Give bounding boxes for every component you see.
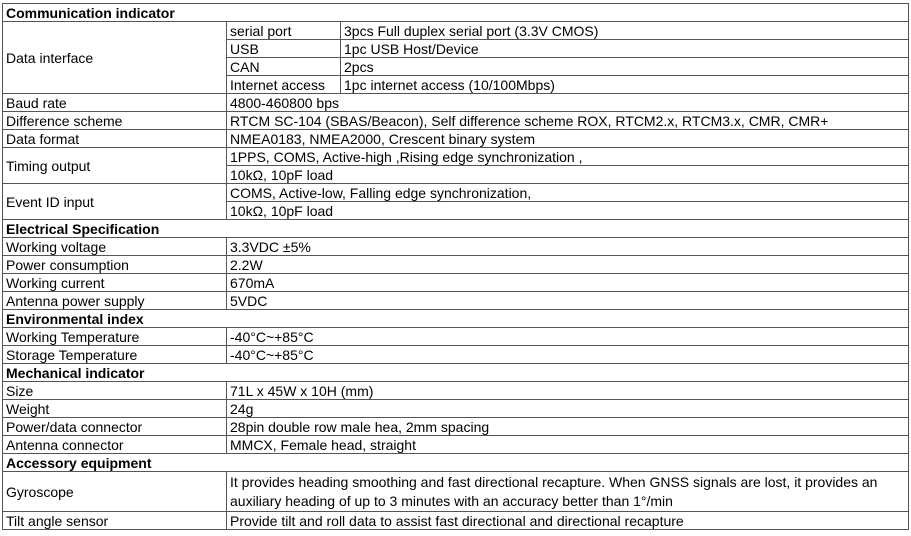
power-consumption-value: 2.2W: [227, 256, 909, 274]
data-format-label: Data format: [3, 130, 227, 148]
difference-scheme-label: Difference scheme: [3, 112, 227, 130]
working-voltage-label: Working voltage: [3, 238, 227, 256]
interface-name: CAN: [227, 58, 341, 76]
antenna-power-label: Antenna power supply: [3, 292, 227, 310]
timing-output-value-2: 10kΩ, 10pF load: [227, 166, 909, 184]
difference-scheme-value: RTCM SC-104 (SBAS/Beacon), Self difference scheme ROX, RTCM2.x, RTCM3.x, CMR, CMR+: [227, 112, 909, 130]
weight-value: 24g: [227, 400, 909, 418]
timing-output-value-1: 1PPS, COMS, Active-high ,Rising edge synchronization ,: [227, 148, 909, 166]
gyroscope-value: It provides heading smoothing and fast directional recapture. When GNSS signals are lost, it provides an auxiliary heading of up to 3 minutes with an accuracy better than 1°/min: [227, 472, 909, 512]
size-value: 71L x 45W x 10H (mm): [227, 382, 909, 400]
baud-rate-label: Baud rate: [3, 94, 227, 112]
data-format-value: NMEA0183, NMEA2000, Crescent binary system: [227, 130, 909, 148]
tilt-sensor-label: Tilt angle sensor: [3, 512, 227, 530]
baud-rate-value: 4800-460800 bps: [227, 94, 909, 112]
power-consumption-label: Power consumption: [3, 256, 227, 274]
tilt-sensor-value: Provide tilt and roll data to assist fast directional and directional recapture: [227, 512, 909, 530]
spec-table: [2, 3, 909, 530]
section-mechanical: Mechanical indicator: [3, 364, 909, 382]
working-voltage-value: 3.3VDC ±5%: [227, 238, 909, 256]
working-current-label: Working current: [3, 274, 227, 292]
interface-name: USB: [227, 40, 341, 58]
power-data-connector-value: 28pin double row male hea, 2mm spacing: [227, 418, 909, 436]
interface-name: serial port: [227, 22, 341, 40]
power-data-connector-label: Power/data connector: [3, 418, 227, 436]
interface-value: 2pcs: [341, 58, 909, 76]
data-interface-label: Data interface: [3, 22, 227, 94]
interface-value: 3pcs Full duplex serial port (3.3V CMOS): [341, 22, 909, 40]
working-current-value: 670mA: [227, 274, 909, 292]
working-temperature-label: Working Temperature: [3, 328, 227, 346]
event-id-value-2: 10kΩ, 10pF load: [227, 202, 909, 220]
weight-label: Weight: [3, 400, 227, 418]
interface-value: 1pc internet access (10/100Mbps): [341, 76, 909, 94]
section-electrical: Electrical Specification: [3, 220, 909, 238]
section-communication: Communication indicator: [3, 4, 909, 22]
timing-output-label: Timing output: [3, 148, 227, 184]
section-accessory: Accessory equipment: [3, 454, 909, 472]
size-label: Size: [3, 382, 227, 400]
event-id-value-1: COMS, Active-low, Falling edge synchronization,: [227, 184, 909, 202]
interface-value: 1pc USB Host/Device: [341, 40, 909, 58]
interface-name: Internet access: [227, 76, 341, 94]
antenna-connector-label: Antenna connector: [3, 436, 227, 454]
working-temperature-value: -40°C~+85°C: [227, 328, 909, 346]
event-id-label: Event ID input: [3, 184, 227, 220]
antenna-power-value: 5VDC: [227, 292, 909, 310]
storage-temperature-label: Storage Temperature: [3, 346, 227, 364]
storage-temperature-value: -40°C~+85°C: [227, 346, 909, 364]
antenna-connector-value: MMCX, Female head, straight: [227, 436, 909, 454]
section-environmental: Environmental index: [3, 310, 909, 328]
gyroscope-label: Gyroscope: [3, 472, 227, 512]
